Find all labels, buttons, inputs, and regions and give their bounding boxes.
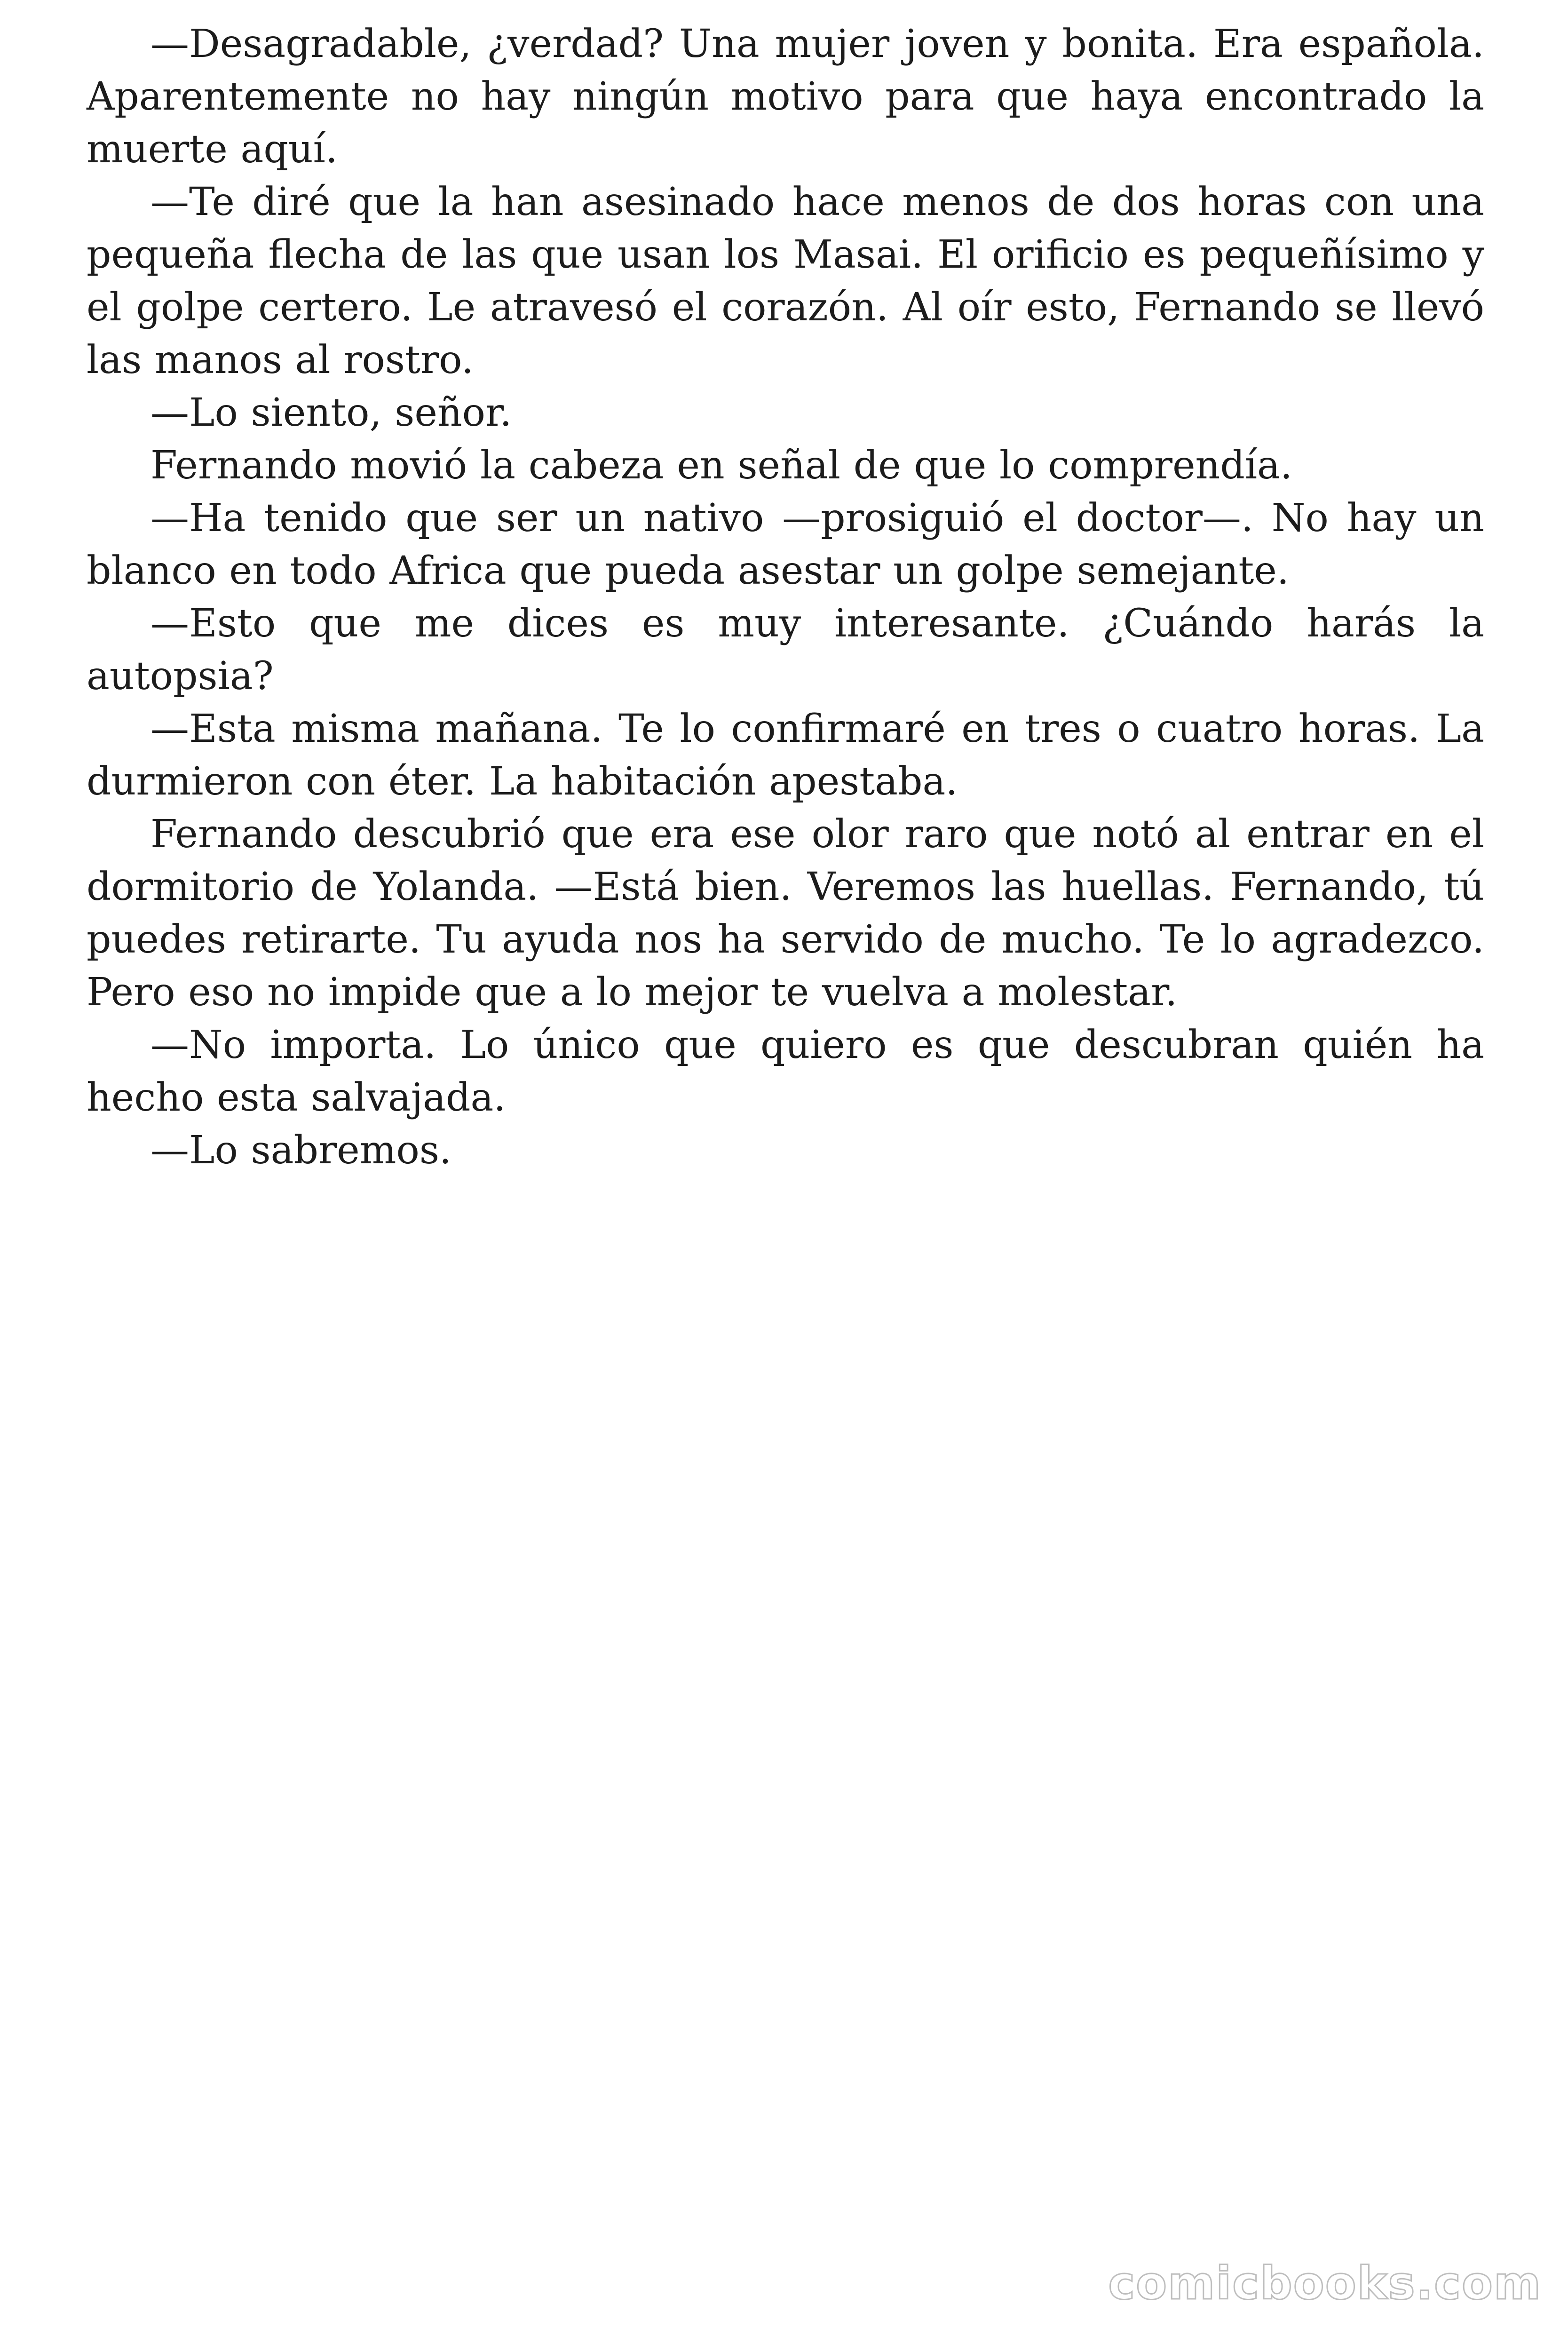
- paragraph-10: —Lo sabremos.: [150, 1128, 451, 1173]
- watermark: comicbooks.com: [1108, 2257, 1542, 2310]
- paragraph-2: —Te diré que la han asesinado hace menos de dos horas con una pequeña flecha de las que usan los Masai. El orificio es pequeñísimo y el golpe certero. Le atravesó el corazón. Al oír esto, Fernando se llevó las manos al rostro.: [87, 180, 1484, 382]
- paragraph-7: —Esta misma mañana. Te lo confirmaré en tres o cuatro horas. La durmieron con éter. La habitación apestaba.: [87, 707, 1484, 804]
- paragraph-9: —No importa. Lo único que quiero es que descubran quién ha hecho esta salvajada.: [87, 1023, 1484, 1120]
- paragraph-6: —Esto que me dices es muy interesante. ¿Cuándo harás la autopsia?: [87, 601, 1484, 699]
- paragraph-5: —Ha tenido que ser un nativo —prosiguió el doctor—. No hay un blanco en todo Africa que pueda asestar un golpe semejante.: [87, 496, 1484, 593]
- paragraph-4: Fernando movió la cabeza en señal de que lo comprendía.: [150, 443, 1292, 488]
- paragraph-3: —Lo siento, señor.: [150, 390, 512, 435]
- paragraph-1: —Desagradable, ¿verdad? Una mujer joven y bonita. Era española. Aparentemente no hay ningún motivo para que haya encontrado la muerte aquí.: [87, 22, 1484, 172]
- paragraph-8: Fernando descubrió que era ese olor raro que notó al entrar en el dormitorio de Yolanda. —Está bien. Veremos las huellas. Fernando, tú puedes retirarte. Tu ayuda nos ha servido de mucho. Te lo agradezco. Pero eso no impide que a lo mejor te vuelva a molestar.: [87, 812, 1484, 1015]
- page-text: [87, 18, 1484, 1177]
